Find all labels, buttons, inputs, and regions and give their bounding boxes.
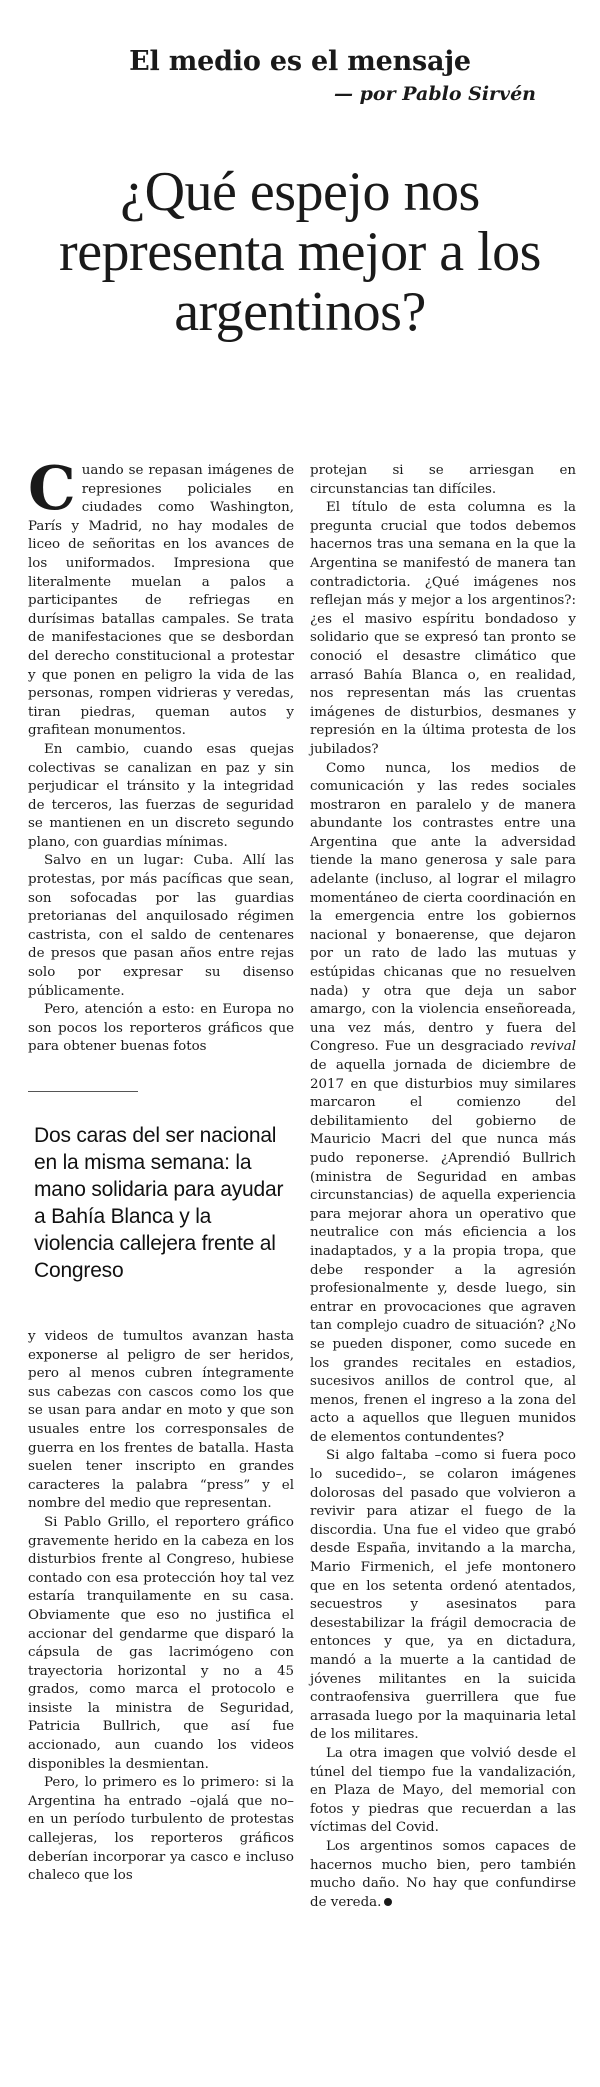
paragraph: En cambio, cuando esas quejas colectivas se canalizan en paz y sin perjudicar el tránsito y la integridad de terceros, las fuerzas de seguridad se mantienen en un discreto segundo plano, con guardias mínimas. (28, 741, 294, 850)
byline: — por Pablo Sirvén (334, 83, 536, 105)
article-columns (28, 454, 576, 2052)
pullquote-divider (28, 1091, 138, 1092)
paragraph-text: uando se repasan imágenes de represiones policiales en ciudades como Washington, París y Madrid, no hay modales de liceo de señoritas en los avances de los uniformados. Impresiona que literalmente muelan a palos a participantes de refriegas en durísimas batallas campales. Se trata de manifestaciones que se desbordan del derecho constitucional a protestar y que ponen en peligro la vida de las personas, rompen vidrieras y veredas, tiran piedras, queman autos y grafitean monumentos. (28, 463, 294, 739)
paragraph: protejan si se arriesgan en circunstancias tan difíciles. (310, 463, 576, 497)
paragraph: El título de esta columna es la pregunta crucial que todos debemos hacernos tras una semana en la que la Argentina se manifestó de manera tan contradictoria. ¿Qué imágenes nos reflejan más y mejor a los argentinos?: ¿es el masivo espíritu bondadoso y solidario que se expresó tan pronto se conoció el desastre climático que arrasó Bahía Blanca o, en realidad, nos representan más las cruentas imágenes de disturbios, desmanes y represión en la última protesta de los jubilados? (310, 500, 576, 757)
right-column (310, 462, 576, 1912)
paragraph: Como nunca, los medios de comunicación y las redes sociales mostraron en paralelo y de manera abundante los contrastes entre una Argentina que ante la adversidad tiende la mano generosa y sale para adelante (incluso, al lograr el milagro momentáneo de cierta coordinación en la emergencia entre los gobiernos nacional y bonaerense, que dejaron por un rato de lado las mutuas y estúpidas chicanas que no resuelven nada) y otra que deja un sabor amargo, con la violencia enseñoreada, una vez más, dentro y fuera del Congreso. Fue un desgraciado revival de aquella jornada de diciembre de 2017 en que disturbios muy similares marcaron el comienzo del debilitamiento del gobierno de Mauricio Macri del que nunca más pudo reponerse. ¿Aprendió Bullrich (ministra de Seguridad en ambas circunstancias) de aquella experiencia para mejorar ahora un operativo que neutralice con más eficiencia a los inadaptados, y a la propia tropa, que debe responder a la agresión profesionalmente y, desde luego, sin entrar en provocaciones que agraven tan complejo cuadro de situación? ¿No se pueden disponer, como sucede en los grandes recitales en estadios, sucesivos anillos de control que, al menos, frenen el ingreso a la zona del acto a aquellos que lleguen munidos de elementos contundentes? (310, 760, 576, 1445)
section-title: El medio es el mensaje (129, 46, 471, 77)
end-mark-icon (384, 1898, 392, 1906)
paragraph: Si algo faltaba –como si fuera poco lo sucedido–, se colaron imágenes dolorosas del pasado que volvieron a revivir para atizar el fuego de la discordia. Una fue el video que grabó desde España, invitando a la marcha, Mario Firmenich, el jefe montonero que en los setenta ordenó atentados, secuestros y asesinatos para desestabilizar la frágil democracia de entonces y que, ya en dictadura, mandó a la muerte a la cantidad de jóvenes militantes en la suicida contraofensiva guerrillera que fue arrasada luego por la maquinaria letal de los militares. (310, 1448, 576, 1743)
article-body-part2 (28, 1328, 294, 1886)
left-column (28, 454, 294, 1886)
paragraph (28, 454, 294, 741)
paragraph: Pero, atención a esto: en Europa no son pocos los reporteros gráficos que para obtener buenas fotos (28, 1002, 294, 1055)
pullquote: Dos caras del ser nacional en la misma semana: la mano solidaria para ayudar a Bahía Blanca y la violencia callejera frente al Congreso (34, 1124, 284, 1282)
paragraph (310, 1838, 576, 1912)
paragraph: Pero, lo primero es lo primero: si la Argentina ha entrado –ojalá que no– en un período turbulento de protestas callejeras, los reporteros gráficos deberían incorporar ya casco e incluso chaleco que los (28, 1775, 294, 1884)
headline: ¿Qué espejo nos representa mejor a los argentinos? (59, 161, 541, 343)
italic-word: revival (529, 1039, 576, 1055)
article-body-part1 (28, 454, 294, 1057)
spacer (28, 1284, 294, 1328)
paragraph: La otra imagen que volvió desde el túnel del tiempo fue la vandalización, en Plaza de Mayo, del memorial con fotos y piedras que recuerdan a las víctimas del Covid. (310, 1745, 576, 1836)
dropcap: C (28, 454, 76, 524)
paragraph: Salvo en un lugar: Cuba. Allí las protestas, por más pacíficas que sean, son sofocadas por las guardias pretorianas del anquilosado régimen castrista, con el saldo de centenares de presos que pasan años entre rejas solo por expresar su disenso públicamente. (28, 853, 294, 999)
paragraph-text: Los argentinos somos capaces de hacernos mucho bien, pero también mucho daño. No hay que confundirse de vereda. (310, 1838, 576, 1910)
paragraph: Si Pablo Grillo, el reportero gráfico gravemente herido en la cabeza en los disturbios frente al Congreso, hubiese contado con esa protección hoy tal vez estaría tranquilamente en su casa. Obviamente que eso no justifica el accionar del gendarme que disparó la cápsula de gas lacrimógeno con trayectoria horizontal y no a 45 grados, como marca el protocolo e insiste la ministra de Seguridad, Patricia Bullrich, que así fue accionado, aun cuando los videos disponibles la desmientan. (28, 1514, 294, 1772)
article-body-part3 (310, 462, 576, 1912)
paragraph: y videos de tumultos avanzan hasta exponerse al peligro de ser heridos, pero al menos cubren íntegramente sus cabezas con cascos como los que se usan para andar en moto y que son usuales entre los corresponsales de guerra en los frentes de batalla. Hasta suelen tener inscripto en grandes caracteres la palabra “press” y el nombre del medio que representan. (28, 1329, 294, 1512)
